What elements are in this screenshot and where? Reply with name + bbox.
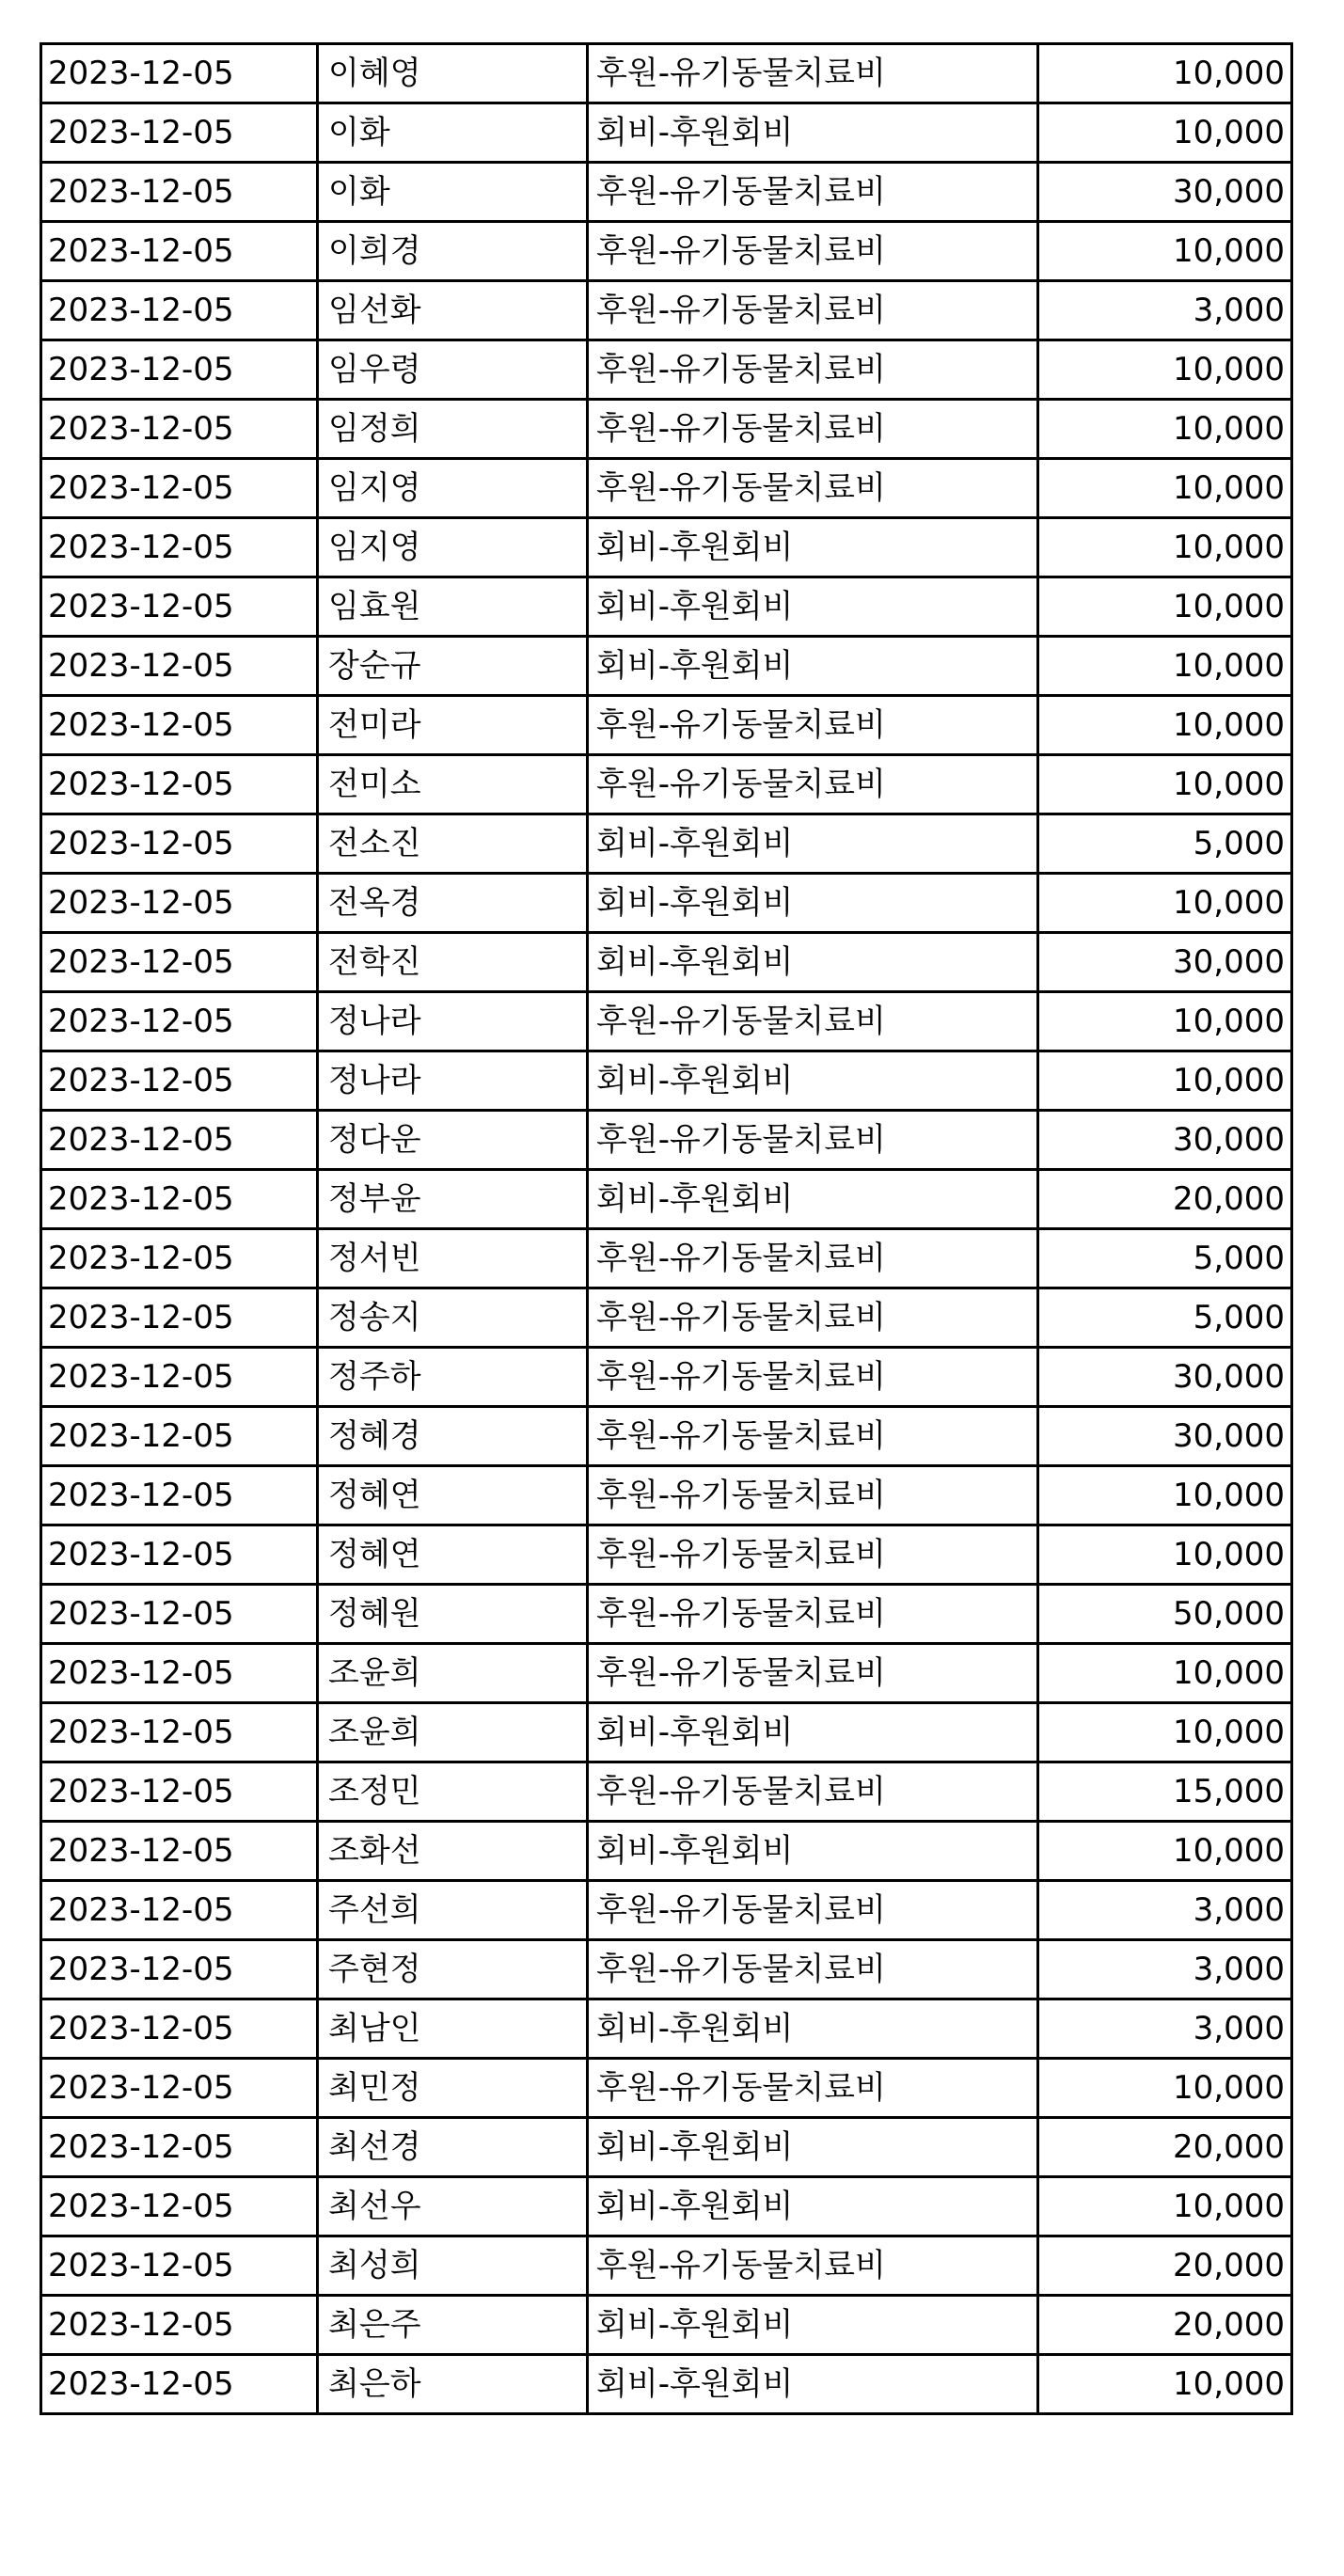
amount-cell: 10,000 [1038, 874, 1292, 933]
ledger-body [41, 44, 1292, 2414]
amount-cell: 10,000 [1038, 637, 1292, 696]
category-cell: 후원-유기동물치료비 [588, 163, 1038, 222]
amount-cell: 3,000 [1038, 281, 1292, 340]
donor-name-cell: 전학진 [318, 933, 588, 992]
category-cell: 회비-후원회비 [588, 518, 1038, 577]
date-cell: 2023-12-05 [41, 814, 318, 874]
amount-cell: 5,000 [1038, 1288, 1292, 1348]
date-cell: 2023-12-05 [41, 577, 318, 637]
date-cell: 2023-12-05 [41, 1762, 318, 1822]
date-cell: 2023-12-05 [41, 1644, 318, 1703]
amount-cell: 10,000 [1038, 1703, 1292, 1762]
category-cell: 후원-유기동물치료비 [588, 1348, 1038, 1407]
amount-cell: 10,000 [1038, 400, 1292, 459]
category-cell: 회비-후원회비 [588, 814, 1038, 874]
donor-name-cell: 정혜원 [318, 1585, 588, 1644]
donor-name-cell: 임정희 [318, 400, 588, 459]
amount-cell: 10,000 [1038, 1525, 1292, 1585]
donor-name-cell: 이희경 [318, 222, 588, 281]
donor-name-cell: 임우령 [318, 340, 588, 400]
category-cell: 후원-유기동물치료비 [588, 1229, 1038, 1288]
amount-cell: 10,000 [1038, 2355, 1292, 2414]
date-cell: 2023-12-05 [41, 340, 318, 400]
date-cell: 2023-12-05 [41, 1170, 318, 1229]
donor-name-cell: 최남인 [318, 1999, 588, 2059]
date-cell: 2023-12-05 [41, 2296, 318, 2355]
table-row [41, 874, 1292, 933]
category-cell: 회비-후원회비 [588, 874, 1038, 933]
table-row [41, 755, 1292, 814]
date-cell: 2023-12-05 [41, 2236, 318, 2296]
amount-cell: 10,000 [1038, 2059, 1292, 2118]
amount-cell: 10,000 [1038, 992, 1292, 1051]
table-row [41, 1466, 1292, 1525]
date-cell: 2023-12-05 [41, 1703, 318, 1762]
table-row [41, 637, 1292, 696]
donor-name-cell: 이화 [318, 103, 588, 163]
date-cell: 2023-12-05 [41, 1407, 318, 1466]
amount-cell: 30,000 [1038, 163, 1292, 222]
amount-cell: 5,000 [1038, 814, 1292, 874]
category-cell: 회비-후원회비 [588, 103, 1038, 163]
donor-name-cell: 주선희 [318, 1881, 588, 1940]
donor-name-cell: 조정민 [318, 1762, 588, 1822]
table-row [41, 222, 1292, 281]
table-row [41, 103, 1292, 163]
category-cell: 후원-유기동물치료비 [588, 1881, 1038, 1940]
category-cell: 회비-후원회비 [588, 1999, 1038, 2059]
table-row [41, 1229, 1292, 1288]
date-cell: 2023-12-05 [41, 1585, 318, 1644]
table-row [41, 696, 1292, 755]
amount-cell: 10,000 [1038, 44, 1292, 103]
donor-name-cell: 최은주 [318, 2296, 588, 2355]
donor-name-cell: 전미라 [318, 696, 588, 755]
date-cell: 2023-12-05 [41, 400, 318, 459]
date-cell: 2023-12-05 [41, 1111, 318, 1170]
category-cell: 회비-후원회비 [588, 1170, 1038, 1229]
table-row [41, 1703, 1292, 1762]
amount-cell: 10,000 [1038, 459, 1292, 518]
amount-cell: 30,000 [1038, 933, 1292, 992]
amount-cell: 20,000 [1038, 2236, 1292, 2296]
category-cell: 후원-유기동물치료비 [588, 1288, 1038, 1348]
category-cell: 후원-유기동물치료비 [588, 2059, 1038, 2118]
date-cell: 2023-12-05 [41, 1940, 318, 1999]
table-row [41, 2059, 1292, 2118]
donor-name-cell: 최선우 [318, 2177, 588, 2236]
donor-name-cell: 전미소 [318, 755, 588, 814]
table-row [41, 44, 1292, 103]
date-cell: 2023-12-05 [41, 1466, 318, 1525]
table-row [41, 1822, 1292, 1881]
category-cell: 후원-유기동물치료비 [588, 1525, 1038, 1585]
donor-name-cell: 정서빈 [318, 1229, 588, 1288]
donor-name-cell: 정혜연 [318, 1525, 588, 1585]
table-row [41, 1111, 1292, 1170]
date-cell: 2023-12-05 [41, 2355, 318, 2414]
donor-name-cell: 최민정 [318, 2059, 588, 2118]
donor-name-cell: 정나라 [318, 1051, 588, 1111]
category-cell: 후원-유기동물치료비 [588, 1762, 1038, 1822]
date-cell: 2023-12-05 [41, 44, 318, 103]
category-cell: 회비-후원회비 [588, 2355, 1038, 2414]
date-cell: 2023-12-05 [41, 1881, 318, 1940]
table-row [41, 577, 1292, 637]
table-row [41, 1881, 1292, 1940]
table-row [41, 1525, 1292, 1585]
category-cell: 후원-유기동물치료비 [588, 1466, 1038, 1525]
amount-cell: 20,000 [1038, 2296, 1292, 2355]
amount-cell: 10,000 [1038, 577, 1292, 637]
date-cell: 2023-12-05 [41, 103, 318, 163]
document-page [40, 42, 1293, 2415]
amount-cell: 10,000 [1038, 518, 1292, 577]
amount-cell: 10,000 [1038, 103, 1292, 163]
table-row [41, 518, 1292, 577]
amount-cell: 10,000 [1038, 1466, 1292, 1525]
donor-name-cell: 최은하 [318, 2355, 588, 2414]
date-cell: 2023-12-05 [41, 992, 318, 1051]
amount-cell: 20,000 [1038, 1170, 1292, 1229]
category-cell: 회비-후원회비 [588, 577, 1038, 637]
amount-cell: 10,000 [1038, 222, 1292, 281]
date-cell: 2023-12-05 [41, 1229, 318, 1288]
amount-cell: 10,000 [1038, 1051, 1292, 1111]
date-cell: 2023-12-05 [41, 281, 318, 340]
table-row [41, 1288, 1292, 1348]
date-cell: 2023-12-05 [41, 933, 318, 992]
donor-name-cell: 조윤희 [318, 1644, 588, 1703]
amount-cell: 10,000 [1038, 755, 1292, 814]
amount-cell: 10,000 [1038, 2177, 1292, 2236]
donor-name-cell: 임선화 [318, 281, 588, 340]
amount-cell: 10,000 [1038, 340, 1292, 400]
category-cell: 회비-후원회비 [588, 1703, 1038, 1762]
donor-name-cell: 임효원 [318, 577, 588, 637]
category-cell: 회비-후원회비 [588, 933, 1038, 992]
donor-name-cell: 정혜경 [318, 1407, 588, 1466]
table-row [41, 459, 1292, 518]
date-cell: 2023-12-05 [41, 874, 318, 933]
donor-name-cell: 임지영 [318, 518, 588, 577]
table-row [41, 2236, 1292, 2296]
category-cell: 회비-후원회비 [588, 2296, 1038, 2355]
donor-name-cell: 이화 [318, 163, 588, 222]
table-row [41, 1585, 1292, 1644]
date-cell: 2023-12-05 [41, 1525, 318, 1585]
table-row [41, 1407, 1292, 1466]
amount-cell: 5,000 [1038, 1229, 1292, 1288]
category-cell: 회비-후원회비 [588, 1051, 1038, 1111]
date-cell: 2023-12-05 [41, 518, 318, 577]
date-cell: 2023-12-05 [41, 637, 318, 696]
donor-name-cell: 정주하 [318, 1348, 588, 1407]
category-cell: 후원-유기동물치료비 [588, 222, 1038, 281]
category-cell: 후원-유기동물치료비 [588, 696, 1038, 755]
category-cell: 후원-유기동물치료비 [588, 992, 1038, 1051]
table-row [41, 1170, 1292, 1229]
category-cell: 후원-유기동물치료비 [588, 340, 1038, 400]
category-cell: 후원-유기동물치료비 [588, 1940, 1038, 1999]
table-row [41, 1644, 1292, 1703]
amount-cell: 30,000 [1038, 1348, 1292, 1407]
category-cell: 후원-유기동물치료비 [588, 44, 1038, 103]
category-cell: 후원-유기동물치료비 [588, 459, 1038, 518]
table-row [41, 1999, 1292, 2059]
date-cell: 2023-12-05 [41, 1348, 318, 1407]
date-cell: 2023-12-05 [41, 1051, 318, 1111]
category-cell: 후원-유기동물치료비 [588, 1585, 1038, 1644]
date-cell: 2023-12-05 [41, 1999, 318, 2059]
amount-cell: 50,000 [1038, 1585, 1292, 1644]
table-row [41, 814, 1292, 874]
amount-cell: 10,000 [1038, 696, 1292, 755]
table-row [41, 400, 1292, 459]
donor-name-cell: 임지영 [318, 459, 588, 518]
category-cell: 회비-후원회비 [588, 1822, 1038, 1881]
date-cell: 2023-12-05 [41, 2118, 318, 2177]
donor-name-cell: 조윤희 [318, 1703, 588, 1762]
category-cell: 후원-유기동물치료비 [588, 755, 1038, 814]
category-cell: 회비-후원회비 [588, 637, 1038, 696]
date-cell: 2023-12-05 [41, 222, 318, 281]
donor-name-cell: 정나라 [318, 992, 588, 1051]
table-row [41, 2177, 1292, 2236]
table-row [41, 1051, 1292, 1111]
date-cell: 2023-12-05 [41, 163, 318, 222]
table-row [41, 1940, 1292, 1999]
donor-name-cell: 전소진 [318, 814, 588, 874]
donor-name-cell: 장순규 [318, 637, 588, 696]
date-cell: 2023-12-05 [41, 2059, 318, 2118]
amount-cell: 10,000 [1038, 1644, 1292, 1703]
category-cell: 후원-유기동물치료비 [588, 281, 1038, 340]
category-cell: 후원-유기동물치료비 [588, 1407, 1038, 1466]
donor-name-cell: 주현정 [318, 1940, 588, 1999]
category-cell: 회비-후원회비 [588, 2118, 1038, 2177]
table-row [41, 163, 1292, 222]
table-row [41, 1762, 1292, 1822]
amount-cell: 3,000 [1038, 1881, 1292, 1940]
donor-name-cell: 정부윤 [318, 1170, 588, 1229]
date-cell: 2023-12-05 [41, 2177, 318, 2236]
table-row [41, 933, 1292, 992]
amount-cell: 30,000 [1038, 1407, 1292, 1466]
amount-cell: 30,000 [1038, 1111, 1292, 1170]
table-row [41, 2355, 1292, 2414]
table-row [41, 2296, 1292, 2355]
category-cell: 후원-유기동물치료비 [588, 1111, 1038, 1170]
table-row [41, 281, 1292, 340]
donor-name-cell: 조화선 [318, 1822, 588, 1881]
donor-name-cell: 전옥경 [318, 874, 588, 933]
table-row [41, 2118, 1292, 2177]
amount-cell: 3,000 [1038, 1940, 1292, 1999]
date-cell: 2023-12-05 [41, 1822, 318, 1881]
amount-cell: 3,000 [1038, 1999, 1292, 2059]
category-cell: 회비-후원회비 [588, 2177, 1038, 2236]
date-cell: 2023-12-05 [41, 755, 318, 814]
table-row [41, 992, 1292, 1051]
donation-ledger-table [40, 42, 1293, 2415]
table-row [41, 1348, 1292, 1407]
donor-name-cell: 최선경 [318, 2118, 588, 2177]
category-cell: 후원-유기동물치료비 [588, 400, 1038, 459]
amount-cell: 20,000 [1038, 2118, 1292, 2177]
donor-name-cell: 정혜연 [318, 1466, 588, 1525]
donor-name-cell: 정송지 [318, 1288, 588, 1348]
category-cell: 후원-유기동물치료비 [588, 2236, 1038, 2296]
date-cell: 2023-12-05 [41, 459, 318, 518]
donor-name-cell: 정다운 [318, 1111, 588, 1170]
amount-cell: 15,000 [1038, 1762, 1292, 1822]
donor-name-cell: 이혜영 [318, 44, 588, 103]
category-cell: 후원-유기동물치료비 [588, 1644, 1038, 1703]
donor-name-cell: 최성희 [318, 2236, 588, 2296]
date-cell: 2023-12-05 [41, 696, 318, 755]
amount-cell: 10,000 [1038, 1822, 1292, 1881]
date-cell: 2023-12-05 [41, 1288, 318, 1348]
table-row [41, 340, 1292, 400]
